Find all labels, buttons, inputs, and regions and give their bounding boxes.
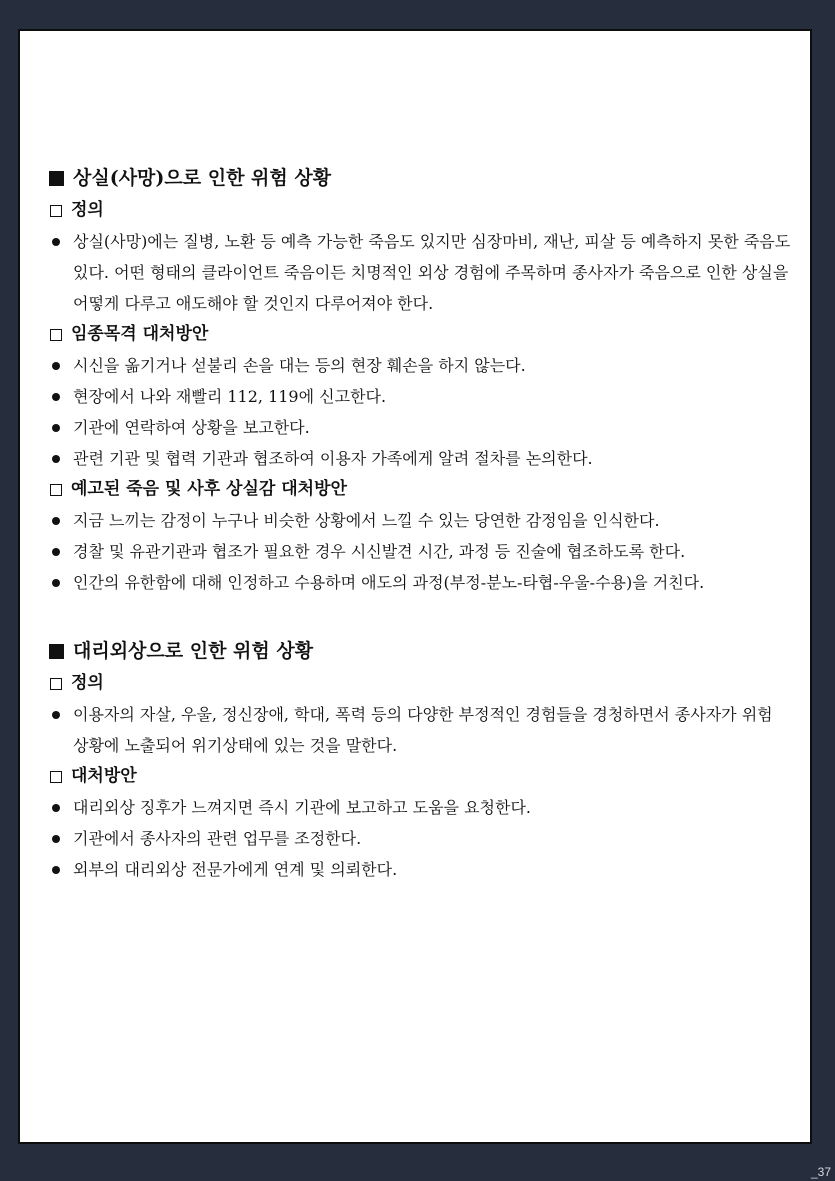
- section-title: 상실(사망)으로 인한 위험 상황: [73, 167, 332, 189]
- section-vicarious-trauma: [49, 634, 794, 885]
- hollow-square-icon: [50, 205, 62, 217]
- bullet-icon: [52, 866, 60, 874]
- list-item: [49, 792, 794, 823]
- section-title: 대리외상으로 인한 위험 상황: [73, 640, 314, 662]
- bullet-icon: [52, 455, 60, 463]
- list-item-text: 기관에 연락하여 상황을 보고한다.: [73, 418, 310, 437]
- list-item-text: 현장에서 나와 재빨리 112, 119에 신고한다.: [73, 387, 387, 406]
- list-item: [49, 823, 794, 854]
- subsection-heading-response: [49, 761, 794, 792]
- bullet-list: [49, 350, 794, 474]
- list-item: [49, 699, 794, 761]
- subsection-title: 정의: [71, 200, 104, 220]
- page-content: [49, 161, 794, 885]
- list-item-text: 관련 기관 및 협력 기관과 협조하여 이용자 가족에게 알려 절차를 논의한다.: [73, 449, 593, 468]
- list-item-text: 경찰 및 유관기관과 협조가 필요한 경우 시신발견 시간, 과정 등 진술에 협조하도록 한다.: [73, 542, 686, 561]
- page-number: _37: [810, 1165, 831, 1179]
- bullet-icon: [52, 711, 60, 719]
- list-item: [49, 350, 794, 381]
- bullet-icon: [52, 238, 60, 246]
- section-heading: [49, 634, 794, 668]
- page-frame: [18, 29, 812, 1144]
- subsection-title: 정의: [71, 673, 104, 693]
- list-item: [49, 412, 794, 443]
- subsection-heading-definition: [49, 668, 794, 699]
- hollow-square-icon: [50, 484, 62, 496]
- list-item-text: 상실(사망)에는 질병, 노환 등 예측 가능한 죽음도 있지만 심장마비, 재난, 피살 등 예측하지 못한 죽음도 있다. 어떤 형태의 클라이언트 죽음이든 치명적인 외상 경험에 주목하며 종사자가 죽음으로 인한 상실을 어떻게 다루고 애도해야 할 것인지 다루어져야 한다.: [73, 232, 791, 313]
- section-loss-death: [49, 161, 794, 598]
- bullet-icon: [52, 393, 60, 401]
- list-item-text: 외부의 대리외상 전문가에게 연계 및 의뢰한다.: [73, 860, 398, 879]
- filled-square-icon: [49, 644, 64, 659]
- hollow-square-icon: [50, 771, 62, 783]
- filled-square-icon: [49, 171, 64, 186]
- bullet-icon: [52, 362, 60, 370]
- subsection-heading-definition: [49, 195, 794, 226]
- bullet-icon: [52, 804, 60, 812]
- hollow-square-icon: [50, 678, 62, 690]
- list-item: [49, 505, 794, 536]
- hollow-square-icon: [50, 329, 62, 341]
- list-item-text: 이용자의 자살, 우울, 정신장애, 학대, 폭력 등의 다양한 부정적인 경험들을 경청하면서 종사자가 위험 상황에 노출되어 위기상태에 있는 것을 말한다.: [73, 705, 773, 755]
- list-item: [49, 381, 794, 412]
- subsection-title: 예고된 죽음 및 사후 상실감 대처방안: [71, 479, 347, 499]
- subsection-title: 대처방안: [71, 766, 137, 786]
- list-item: [49, 226, 794, 319]
- list-item-text: 기관에서 종사자의 관련 업무를 조정한다.: [73, 829, 362, 848]
- bullet-list: [49, 505, 794, 598]
- list-item-text: 대리외상 징후가 느껴지면 즉시 기관에 보고하고 도움을 요청한다.: [73, 798, 532, 817]
- bullet-list: [49, 226, 794, 319]
- list-item: [49, 443, 794, 474]
- bullet-icon: [52, 424, 60, 432]
- bullet-list: [49, 792, 794, 885]
- bullet-icon: [52, 548, 60, 556]
- bullet-list: [49, 699, 794, 761]
- list-item: [49, 854, 794, 885]
- bullet-icon: [52, 517, 60, 525]
- list-item: [49, 536, 794, 567]
- subsection-title: 임종목격 대처방안: [71, 324, 209, 344]
- bullet-icon: [52, 835, 60, 843]
- subsection-heading-deathbed-response: [49, 319, 794, 350]
- list-item-text: 시신을 옮기거나 섣불리 손을 대는 등의 현장 훼손을 하지 않는다.: [73, 356, 526, 375]
- bullet-icon: [52, 579, 60, 587]
- section-heading: [49, 161, 794, 195]
- list-item-text: 지금 느끼는 감정이 누구나 비슷한 상황에서 느낄 수 있는 당연한 감정임을 인식한다.: [73, 511, 660, 530]
- subsection-heading-anticipated-death: [49, 474, 794, 505]
- list-item: [49, 567, 794, 598]
- list-item-text: 인간의 유한함에 대해 인정하고 수용하며 애도의 과정(부정-분노-타협-우울-수용)을 거친다.: [73, 573, 705, 592]
